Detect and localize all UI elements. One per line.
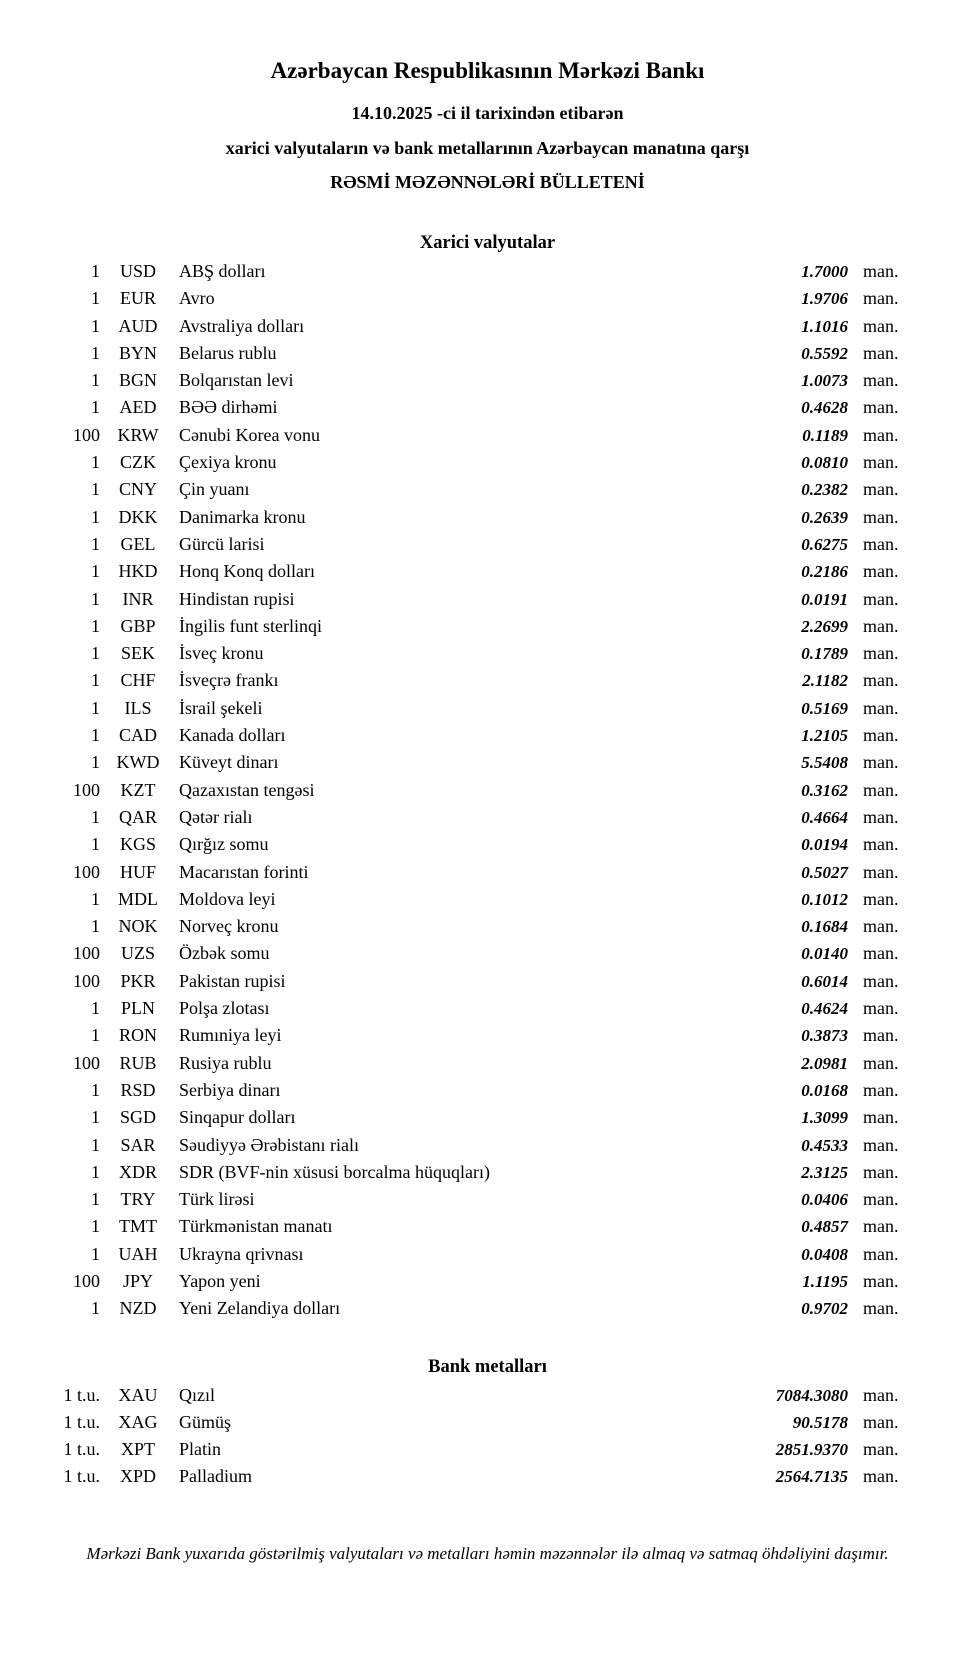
quantity-cell: 1 [91,1298,100,1319]
unit-cell: man. [863,615,899,636]
quantity-cell: 1 t.u. [63,1466,100,1487]
currency-name-cell: Pakistan rupisi [179,970,286,991]
currency-name-cell: Avstraliya dolları [179,315,305,336]
currency-name-cell: Rusiya rublu [179,1052,272,1073]
currency-name-cell: BƏƏ dirhəmi [179,397,278,418]
rate-value-cell: 0.4628 [801,398,848,418]
quantity-cell: 100 [73,424,100,445]
rate-value-cell: 0.0408 [801,1244,848,1264]
table-row [38,859,975,886]
rate-value-cell: 2.3125 [801,1162,848,1182]
quantity-cell: 100 [73,779,100,800]
quantity-cell: 1 [91,342,100,363]
unit-cell: man. [863,834,899,855]
table-row [38,504,975,531]
table-row [38,531,975,558]
rate-value-cell: 7084.3080 [775,1385,848,1405]
rate-value-cell: 0.9702 [801,1299,848,1319]
unit-cell: man. [863,643,899,664]
quantity-cell: 1 [91,1161,100,1182]
quantity-cell: 1 t.u. [63,1384,100,1405]
table-row [38,667,975,694]
currency-name-cell: Serbiya dinarı [179,1079,281,1100]
unit-cell: man. [863,779,899,800]
table-row [38,1409,975,1436]
rate-value-cell: 1.3099 [801,1108,848,1128]
table-row [38,995,975,1022]
currency-name-cell: Belarus rublu [179,342,277,363]
table-row [38,1104,975,1131]
effective-date-line: 14.10.2025 -ci il tarixindən etibarən [351,103,624,123]
currency-code-cell: CHF [120,670,156,691]
table-row [38,968,975,995]
unit-cell: man. [863,452,899,473]
quantity-cell: 1 [91,315,100,336]
table-row [38,258,975,285]
currency-name-cell: Ukrayna qrivnası [179,1243,304,1264]
quantity-cell: 1 [91,288,100,309]
rate-value-cell: 0.0406 [801,1190,848,1210]
foreign-currencies-table [0,258,975,1323]
currency-code-cell: TMT [119,1216,157,1237]
table-row [38,1295,975,1322]
quantity-cell: 100 [73,1052,100,1073]
quantity-cell: 1 [91,533,100,554]
unit-cell: man. [863,697,899,718]
bulletin-title: RƏSMİ MƏZƏNNƏLƏRİ BÜLLETENİ [330,172,645,192]
currency-code-cell: PKR [120,970,156,991]
table-row [38,340,975,367]
quantity-cell: 1 [91,752,100,773]
rate-value-cell: 0.0168 [801,1080,848,1100]
table-row [38,804,975,831]
quantity-cell: 1 [91,806,100,827]
unit-cell: man. [863,1298,899,1319]
rate-value-cell: 0.1684 [801,917,848,937]
rate-value-cell: 0.5592 [801,343,848,363]
table-row [38,1159,975,1186]
currency-code-cell: EUR [120,288,156,309]
unit-cell: man. [863,1411,899,1432]
rate-value-cell: 2.1182 [802,671,848,691]
currency-name-cell: SDR (BVF-nin xüsusi borcalma hüquqları) [179,1161,490,1182]
currency-code-cell: KWD [116,752,160,773]
currency-code-cell: XDR [118,1161,157,1182]
table-row [38,722,975,749]
rate-value-cell: 0.0810 [801,453,848,473]
currency-name-cell: Özbək somu [179,943,270,964]
currency-code-cell: CNY [118,479,157,500]
bank-metals-section [0,1355,975,1491]
table-row [38,558,975,585]
currency-code-cell: SAR [120,1134,156,1155]
quantity-cell: 1 [91,697,100,718]
rate-value-cell: 1.2105 [801,726,848,746]
currency-code-cell: UAH [118,1243,158,1264]
currency-code-cell: KRW [117,424,159,445]
currency-code-cell: UZS [120,943,155,964]
table-row [38,1077,975,1104]
unit-cell: man. [863,424,899,445]
foreign-currencies-title: Xarici valyutalar [419,233,556,253]
table-row [38,1213,975,1240]
currency-code-cell: KGS [119,834,156,855]
table-row [38,695,975,722]
table-row [38,1022,975,1049]
bulletin-header [0,56,975,194]
rate-value-cell: 5.5408 [801,753,848,773]
rate-value-cell: 1.7000 [801,262,848,281]
currency-name-cell: Hindistan rupisi [179,588,295,609]
currency-code-cell: QAR [118,806,157,827]
currency-name-cell: Polşa zlotası [179,998,270,1019]
rate-value-cell: 2.2699 [801,616,848,636]
currency-name-cell: Macarıstan forinti [179,861,309,882]
table-row [38,1463,975,1490]
currency-name-cell: İsveçrə frankı [179,670,279,691]
unit-cell: man. [863,315,899,336]
quantity-cell: 1 [91,506,100,527]
unit-cell: man. [863,1243,899,1264]
currency-code-cell: BYN [118,342,157,363]
table-row [38,1241,975,1268]
table-row [38,886,975,913]
quantity-cell: 1 [91,561,100,582]
unit-cell: man. [863,1439,899,1460]
currency-name-cell: Qırğız somu [179,834,269,855]
unit-cell: man. [863,998,899,1019]
rate-value-cell: 0.3162 [801,780,848,800]
currency-code-cell: NZD [119,1298,157,1319]
unit-cell: man. [863,1107,899,1128]
rate-value-cell: 0.2186 [801,562,848,582]
unit-cell: man. [863,970,899,991]
table-row [38,367,975,394]
currency-name-cell: Palladium [179,1466,252,1487]
currency-name-cell: Honq Konq dolları [179,561,315,582]
rate-value-cell: 0.4533 [801,1135,848,1155]
quantity-cell: 100 [73,970,100,991]
unit-cell: man. [863,1216,899,1237]
currency-name-cell: Bolqarıstan levi [179,370,294,391]
currency-name-cell: Avro [179,288,215,309]
quantity-cell: 1 [91,397,100,418]
currency-code-cell: RUB [119,1052,157,1073]
rate-value-cell: 0.1789 [801,644,848,664]
currency-code-cell: HKD [118,561,158,582]
table-row [38,586,975,613]
unit-cell: man. [863,861,899,882]
unit-cell: man. [863,1466,899,1487]
unit-cell: man. [863,806,899,827]
rate-value-cell: 1.1195 [802,1271,848,1291]
table-row [38,613,975,640]
table-row [38,777,975,804]
currency-code-cell: JPY [122,1270,153,1291]
table-row [38,940,975,967]
rate-value-cell: 1.9706 [801,289,848,309]
unit-cell: man. [863,888,899,909]
currency-code-cell: CZK [120,452,156,473]
currency-code-cell: CAD [118,725,157,746]
quantity-cell: 1 [91,643,100,664]
currency-code-cell: PLN [120,998,155,1019]
rate-value-cell: 1.1016 [801,316,848,336]
currency-code-cell: RON [118,1025,157,1046]
currency-code-cell: XAG [118,1411,158,1432]
rate-value-cell: 0.4857 [801,1217,848,1237]
unit-cell: man. [863,1134,899,1155]
currency-code-cell: INR [122,588,154,609]
currency-code-cell: XAU [118,1384,158,1405]
rate-value-cell: 0.5027 [801,862,848,882]
quantity-cell: 1 t.u. [63,1411,100,1432]
unit-cell: man. [863,725,899,746]
currency-name-cell: Türkmənistan manatı [179,1216,333,1237]
currency-name-cell: Gürcü larisi [179,533,265,554]
bank-metals-table [0,1382,975,1491]
currency-code-cell: KZT [120,779,156,800]
quantity-cell: 1 [91,998,100,1019]
unit-cell: man. [863,342,899,363]
quantity-cell: 1 [91,916,100,937]
currency-name-cell: Türk lirəsi [179,1189,255,1210]
unit-cell: man. [863,916,899,937]
rate-value-cell: 0.6014 [801,971,848,991]
currency-code-cell: GBP [120,615,156,636]
table-row [38,749,975,776]
currency-name-cell: Çin yuanı [179,479,250,500]
quantity-cell: 1 [91,725,100,746]
rate-value-cell: 0.0194 [801,835,848,855]
currency-name-cell: Yeni Zelandiya dolları [179,1298,341,1319]
quantity-cell: 1 [91,888,100,909]
foreign-currencies-section [0,231,975,1323]
table-row [38,1132,975,1159]
currency-code-cell: RSD [120,1079,156,1100]
currency-name-cell: Norveç kronu [179,916,279,937]
quantity-cell: 1 [91,1216,100,1237]
quantity-cell: 1 [91,1189,100,1210]
currency-code-cell: BGN [118,370,157,391]
currency-code-cell: ILS [124,697,152,718]
quantity-cell: 100 [73,861,100,882]
table-row [38,1186,975,1213]
table-row [38,1382,975,1409]
table-row [38,1050,975,1077]
rate-value-cell: 0.0191 [801,589,848,609]
currency-name-cell: Qətər rialı [179,806,253,827]
table-row [38,1436,975,1463]
unit-cell: man. [863,1270,899,1291]
currency-name-cell: Sinqapur dolları [179,1107,296,1128]
rate-value-cell: 0.4664 [801,807,848,827]
currency-code-cell: MDL [118,888,158,909]
currency-name-cell: Danimarka kronu [179,506,306,527]
rate-value-cell: 0.5169 [801,698,848,718]
currency-name-cell: Rumıniya leyi [179,1025,282,1046]
bank-metals-title: Bank metalları [428,1356,547,1377]
currency-code-cell: NOK [118,916,158,937]
unit-cell: man. [863,506,899,527]
currency-code-cell: USD [119,261,156,281]
quantity-cell: 1 [91,615,100,636]
quantity-cell: 1 [91,834,100,855]
currency-name-cell: Yapon yeni [179,1270,261,1291]
unit-cell: man. [863,261,899,281]
quantity-cell: 1 [91,452,100,473]
bulletin-footer [0,1543,975,1565]
rate-value-cell: 0.1012 [801,889,848,909]
table-row [38,476,975,503]
currency-code-cell: AED [119,397,157,418]
quantity-cell: 1 [91,261,100,281]
currency-code-cell: SEK [120,643,155,664]
currency-name-cell: Səudiyyə Ərəbistanı rialı [179,1134,359,1155]
unit-cell: man. [863,670,899,691]
quantity-cell: 1 [91,370,100,391]
unit-cell: man. [863,943,899,964]
quantity-cell: 1 [91,670,100,691]
currency-code-cell: DKK [118,506,158,527]
currency-code-cell: XPT [120,1439,155,1460]
table-row [38,640,975,667]
unit-cell: man. [863,561,899,582]
currency-name-cell: İngilis funt sterlinqi [179,615,322,636]
rate-value-cell: 0.3873 [801,1026,848,1046]
table-row [38,285,975,312]
currency-name-cell: Cənubi Korea vonu [179,424,320,445]
rate-value-cell: 0.6275 [801,534,848,554]
table-row [38,831,975,858]
subtitle-line: xarici valyutaların və bank metallarının Azərbaycan manatına qarşı [225,138,750,158]
unit-cell: man. [863,533,899,554]
currency-name-cell: Kanada dolları [179,725,286,746]
rate-value-cell: 0.2382 [801,480,848,500]
rate-value-cell: 0.0140 [801,944,848,964]
unit-cell: man. [863,588,899,609]
currency-code-cell: GEL [120,533,156,554]
currency-code-cell: HUF [119,861,156,882]
unit-cell: man. [863,1161,899,1182]
unit-cell: man. [863,1189,899,1210]
currency-name-cell: Gümüş [179,1411,232,1432]
currency-name-cell: İsrail şekeli [179,697,263,718]
bank-title: Azərbaycan Respublikasının Mərkəzi Bankı [270,58,705,83]
currency-name-cell: ABŞ dolları [179,261,266,281]
quantity-cell: 1 t.u. [63,1439,100,1460]
table-row [38,313,975,340]
table-row [38,422,975,449]
rate-value-cell: 0.2639 [801,507,848,527]
quantity-cell: 1 [91,1025,100,1046]
rate-value-cell: 90.5178 [792,1412,848,1432]
currency-code-cell: AUD [118,315,158,336]
unit-cell: man. [863,288,899,309]
currency-name-cell: Qızıl [179,1384,215,1405]
unit-cell: man. [863,1384,899,1405]
table-row [38,1268,975,1295]
quantity-cell: 1 [91,1079,100,1100]
quantity-cell: 1 [91,588,100,609]
currency-code-cell: XPD [119,1466,156,1487]
quantity-cell: 100 [73,1270,100,1291]
currency-name-cell: Küveyt dinarı [179,752,279,773]
rate-value-cell: 2.0981 [801,1053,848,1073]
rate-value-cell: 0.4624 [801,999,848,1019]
quantity-cell: 1 [91,1107,100,1128]
unit-cell: man. [863,1079,899,1100]
unit-cell: man. [863,752,899,773]
rate-value-cell: 1.0073 [801,371,848,391]
quantity-cell: 1 [91,479,100,500]
disclaimer-text: Mərkəzi Bank yuxarıda göstərilmiş valyutaları və metalları həmin məzənnələr ilə almaq və satmaq öhdəliyini daşımır. [86,1543,889,1563]
currency-code-cell: TRY [120,1189,156,1210]
unit-cell: man. [863,397,899,418]
quantity-cell: 100 [73,943,100,964]
table-row [38,394,975,421]
quantity-cell: 1 [91,1134,100,1155]
rate-value-cell: 0.1189 [802,425,848,445]
unit-cell: man. [863,479,899,500]
currency-name-cell: Platin [179,1439,222,1460]
unit-cell: man. [863,370,899,391]
rate-value-cell: 2851.9370 [775,1440,848,1460]
currency-name-cell: Moldova leyi [179,888,276,909]
table-row [38,449,975,476]
currency-name-cell: İsveç kronu [179,643,264,664]
unit-cell: man. [863,1025,899,1046]
rate-value-cell: 2564.7135 [775,1467,848,1487]
currency-code-cell: SGD [119,1107,156,1128]
currency-name-cell: Qazaxıstan tengəsi [179,779,315,800]
currency-name-cell: Çexiya kronu [179,452,277,473]
quantity-cell: 1 [91,1243,100,1264]
unit-cell: man. [863,1052,899,1073]
table-row [38,913,975,940]
